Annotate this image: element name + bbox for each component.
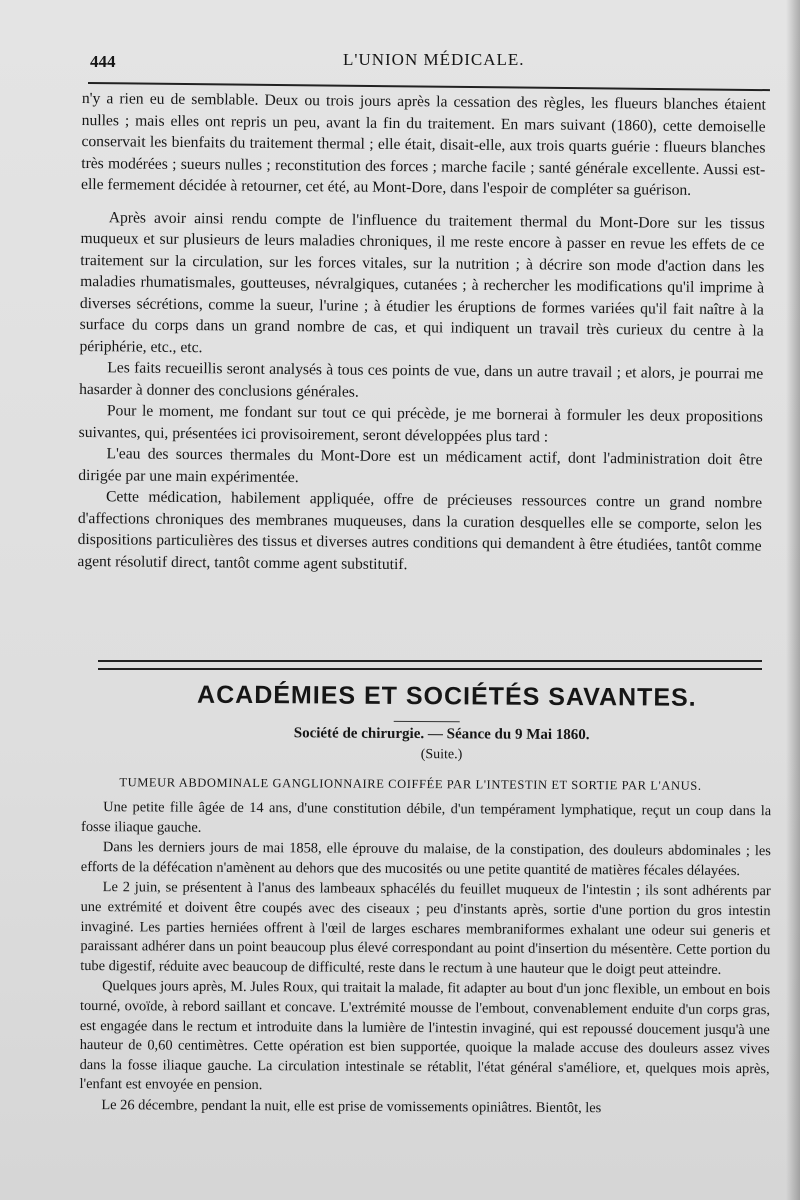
title-underline	[394, 721, 460, 722]
paragraph-3: Les faits recueillis seront analysés à tous ces points de vue, dans un autre travail ; et alors, je pourrai me hasarder à donner des conclusions générales.	[79, 359, 764, 401]
academies-section	[79, 676, 772, 1120]
article-title: TUMEUR ABDOMINALE GANGLIONNAIRE COIFFÉE PAR L'INTESTIN ET SORTIE PAR L'ANUS.	[119, 775, 702, 793]
article-paragraph-1: Une petite fille âgée de 14 ans, d'une constitution débile, d'un tempérament lymphatique, reçut un coup dans la fosse iliaque gauche.	[81, 799, 772, 836]
page-number: 444	[90, 52, 116, 71]
body-text	[77, 88, 766, 579]
article-paragraph-2: Dans les derniers jours de mai 1858, elle éprouve du malaise, de la constipation, des douleurs abdominales ; les efforts de la défécation n'amènent au dehors que des mucosités ou une petite quantité de matières fécales délayées.	[80, 839, 771, 879]
article-paragraph-5: Le 26 décembre, pendant la nuit, elle est prise de vomissements opiniâtres. Bientôt, les	[101, 1097, 602, 1117]
paragraph-2: Après avoir ainsi rendu compte de l'influence du traitement thermal du Mont-Dore sur les tissus muqueux et sur plusieurs de leurs maladies chroniques, il me reste encore à passer en revue les effets de ce traitement sur la circulation, sur les forces vitales, sur la nutrition ; à décrire son mode d'action dans les maladies rhumatismales, goutteuses, névralgiques, cutanées ; à rechercher les modifications qu'il imprime à diverses sécrétions, comme la sueur, l'urine ; à étudier les éruptions de formes variées qu'il fait naître à la surface du corps dans un grand nombre de cas, et qui indiquent un travail très curieux du centre à la périphérie, etc., etc.	[79, 208, 765, 356]
running-title: L'UNION MÉDICALE.	[343, 50, 525, 69]
paragraph-5: L'eau des sources thermales du Mont-Dore est un médicament actif, dont l'administration doit être dirigée par une main expérimentée.	[78, 445, 763, 486]
paragraph-1: n'y a rien eu de semblable. Deux ou trois jours après la cessation des règles, les flueurs blanches étaient nulles ; mais elles ont repris un peu, avant la fin du traitement. En mars suivant (1860), cette demoiselle conservait les bienfaits du traitement thermal ; elle était, disait-elle, aux trois quarts guérie : flueurs blanches très modérées ; sueurs nulles ; reconstitution des forces ; marche facile ; santé générale excellente. Aussi est-elle fermement décidée à retourner, cet été, au Mont-Dore, dans l'espoir de compléter sa guérison.	[80, 89, 766, 199]
article-paragraph-4: Quelques jours après, M. Jules Roux, qui traitait la malade, fit adapter au bout d'un jonc flexible, un embout en bois tourné, ovoïde, à rebord saillant et concave. L'extrémité mousse de l'embout, convenablement enduite d'un corps gras, est engagée dans le rectum et introduite dans la lumière de l'intestin invaginé, qui est repoussé doucement jusqu'à une hauteur de 0,60 centimètres. Cette opération est bien supportée, quoique la malade accuse des douleurs assez vives dans la fosse iliaque gauche. La circulation intestinale se rétablit, l'état général s'améliore, et, quelques mois après, l'enfant est envoyée en pension.	[79, 978, 771, 1094]
article-paragraph-3: Le 2 juin, se présentent à l'anus des lambeaux sphacélés du feuillet muqueux de l'intestin ; ils sont adhérents par une extrémité et doivent être coupés avec des ciseaux ; peu d'instants après, sortie d'une portion du gros intestin invaginé. Les parties herniées offrent à l'œil de larges eschares membraniformes exhalant une odeur sui generis et paraissant adhérer dans un point beaucoup plus élevé correspondant au point d'insertion du mésentère. Cette portion du tube digestif, réduite avec beaucoup de difficulté, reste dans le rectum à une hauteur que le doigt peut atteindre.	[80, 879, 771, 978]
suite-label: (Suite.)	[420, 747, 463, 763]
paragraph-4: Pour le moment, me fondant sur tout ce qui précède, je me bornerai à formuler les deux propositions suivantes, qui, présentées ici provisoirement, seront développées plus tard :	[78, 402, 763, 445]
page-header	[88, 48, 768, 78]
section-title: ACADÉMIES ET SOCIÉTÉS SAVANTES.	[197, 680, 697, 712]
article-text	[79, 798, 771, 1120]
page-edge-shadow	[786, 0, 800, 1200]
session-heading: Société de chirurgie. — Séance du 9 Mai 1860.	[293, 725, 590, 744]
section-divider	[98, 660, 762, 670]
paragraph-6: Cette médication, habilement appliquée, offre de précieuses ressources contre un grand nombre d'affections chroniques des membranes muqueuses, dans la curation desquelles elle se comporte, selon les dispositions particulières des tissus et diverses autres conditions qui demandent à être étudiées, tantôt comme agent résolutif direct, tantôt comme agent substitutif.	[77, 488, 763, 573]
